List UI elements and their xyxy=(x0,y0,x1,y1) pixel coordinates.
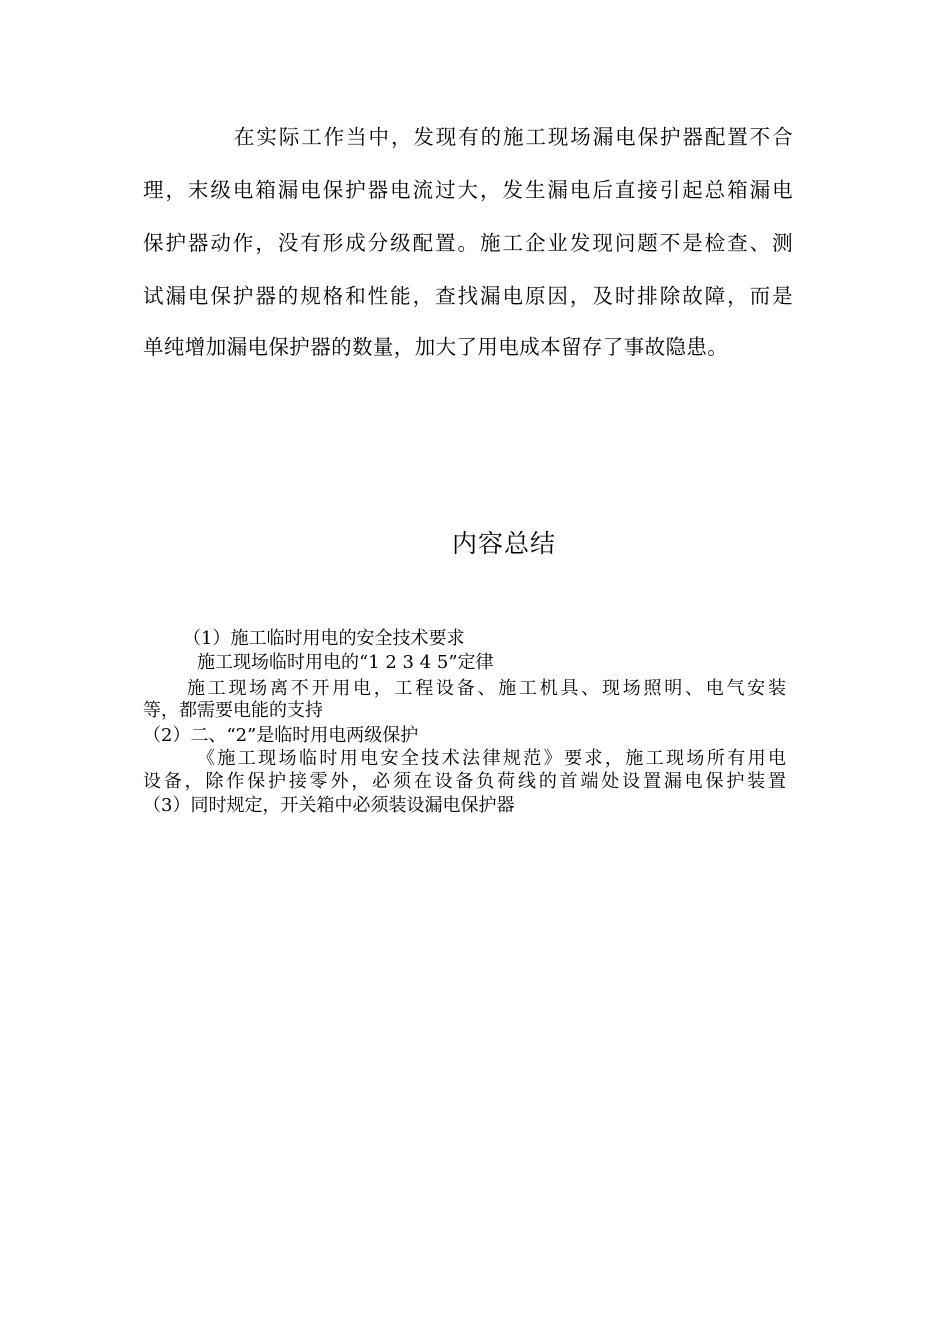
summary-line: （2）二、“2”是临时用电两级保护 xyxy=(143,725,419,746)
paragraph-line: 在实际工作当中，发现有的施工现场漏电保护器配置不合 xyxy=(234,125,793,149)
summary-line: 等，都需要电能的支持 xyxy=(143,700,323,721)
summary-line: 设备，除作保护接零外，必须在设备负荷线的首端处设置漏电保护装置 xyxy=(143,771,786,792)
summary-line: 施工现场临时用电的“1 2 3 4 5”定律 xyxy=(197,652,494,673)
paragraph-line: 单纯增加漏电保护器的数量，加大了用电成本留存了事故隐患。 xyxy=(143,335,729,359)
summary-line: 《施工现场临时用电安全技术法律规范》要求，施工现场所有用电 xyxy=(197,748,786,769)
paragraph-line: 理，末级电箱漏电保护器电流过大，发生漏电后直接引起总箱漏电 xyxy=(143,178,793,202)
summary-line: （3）同时规定，开关箱中必须装设漏电保护器 xyxy=(143,795,515,816)
paragraph-line: 保护器动作，没有形成分级配置。施工企业发现问题不是检查、测 xyxy=(143,231,793,255)
summary-line: （1）施工临时用电的安全技术要求 xyxy=(183,628,465,649)
summary-line: 施工现场离不开用电，工程设备、施工机具、现场照明、电气安装 xyxy=(187,678,786,699)
paragraph-line: 试漏电保护器的规格和性能，查找漏电原因，及时排除故障，而是 xyxy=(143,284,793,308)
summary-heading: 内容总结 xyxy=(451,529,556,558)
